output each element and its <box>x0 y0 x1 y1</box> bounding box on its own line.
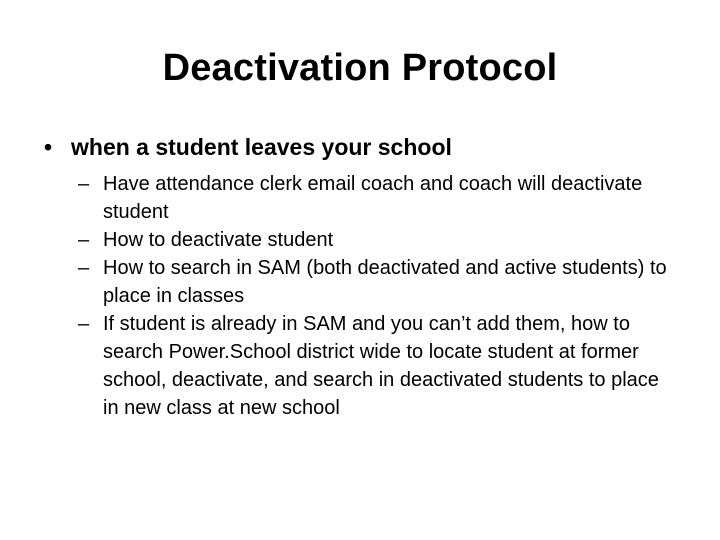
dash-icon: – <box>78 173 90 195</box>
dash-icon: – <box>78 313 90 335</box>
sub-bullet-text: Have attendance clerk email coach and coach will deactivate student <box>103 173 643 223</box>
sub-bullet-text: How to search in SAM (both deactivated and active students) to place in classes <box>103 257 667 307</box>
main-bullet-text: when a student leaves your school <box>71 134 452 160</box>
dash-icon: – <box>78 229 90 251</box>
sub-bullet-item <box>78 254 678 310</box>
slide-title: Deactivation Protocol <box>162 47 558 89</box>
sub-bullet-text: If student is already in SAM and you can’t add them, how to search Power.School district wide to locate student at former school, deactivate, and search in deactivated students to place in new class at new school <box>103 313 659 419</box>
sub-bullet-item <box>78 170 678 226</box>
sub-bullet-list <box>78 170 678 422</box>
bullet-dot-icon: • <box>44 134 53 160</box>
sub-bullet-text: How to deactivate student <box>103 229 334 251</box>
sub-bullet-item <box>78 310 678 422</box>
sub-bullet-item <box>78 226 678 254</box>
dash-icon: – <box>78 257 90 279</box>
